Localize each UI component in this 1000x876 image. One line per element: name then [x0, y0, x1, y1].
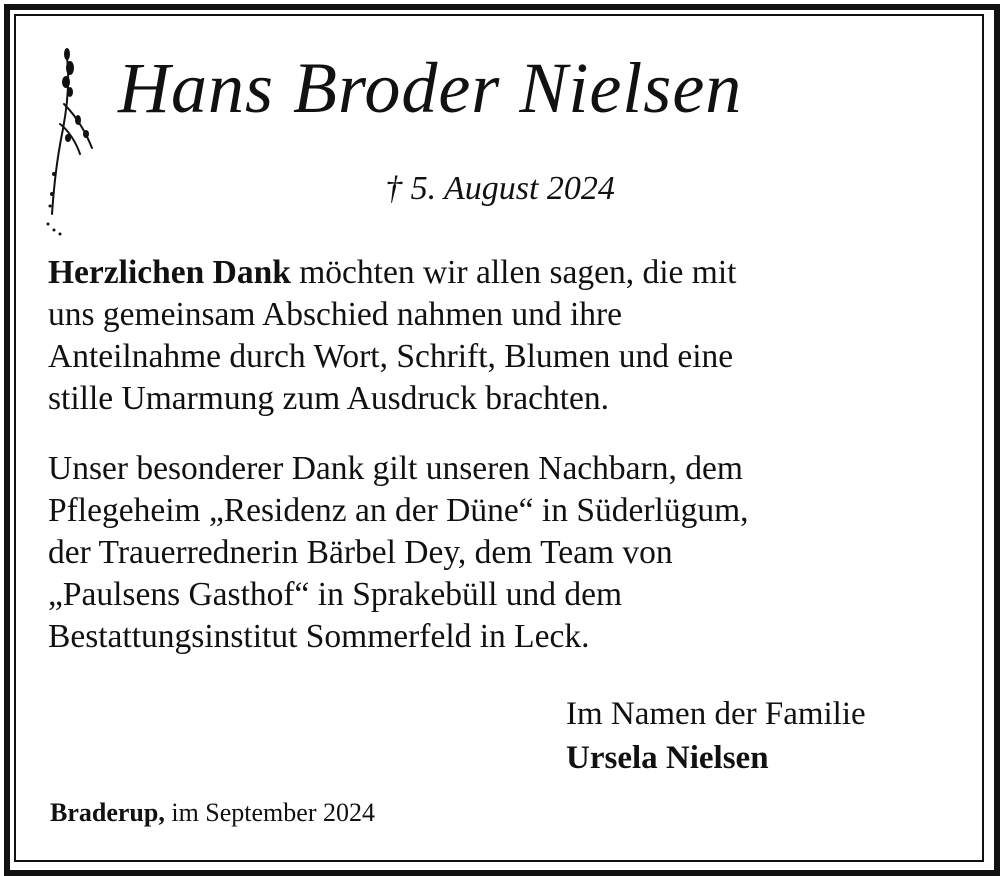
- thanks-line-4: stille Umarmung zum Ausdruck brachten.: [48, 380, 609, 417]
- signature-name: Ursela Nielsen: [566, 740, 769, 776]
- deceased-name: Hans Broder Nielsen: [118, 48, 743, 128]
- special-thanks-paragraph: [48, 448, 948, 658]
- signature-intro: Im Namen der Familie: [566, 696, 866, 732]
- grass-stalk-icon: [40, 44, 100, 244]
- thanks-lead: Herzlichen Dank: [48, 254, 291, 291]
- death-date: † 5. August 2024: [385, 170, 615, 207]
- special-thanks-line-1: Unser besonderer Dank gilt unseren Nachbarn, dem: [48, 450, 743, 487]
- paragraph-line: [48, 252, 948, 294]
- thanks-line-3: Anteilnahme durch Wort, Schrift, Blumen und eine: [48, 338, 734, 375]
- thanks-line-1-rest: möchten wir allen sagen, die mit: [290, 254, 737, 291]
- special-thanks-line-4: „Paulsens Gasthof“ in Sprakebüll und dem: [48, 576, 623, 613]
- special-thanks-line-5: Bestattungsinstitut Sommerfeld in Leck.: [48, 618, 590, 655]
- date-text: im September 2024: [164, 798, 375, 827]
- place-name: Braderup,: [50, 798, 165, 827]
- special-thanks-line-3: der Trauerrednerin Bärbel Dey, dem Team von: [48, 534, 673, 571]
- special-thanks-line-2: Pflegeheim „Residenz an der Düne“ in Süderlügum,: [48, 492, 749, 529]
- signature-block: [566, 692, 966, 780]
- thanks-paragraph: [48, 252, 948, 420]
- thanks-line-2: uns gemeinsam Abschied nahmen und ihre: [48, 296, 623, 333]
- place-date: [50, 800, 650, 826]
